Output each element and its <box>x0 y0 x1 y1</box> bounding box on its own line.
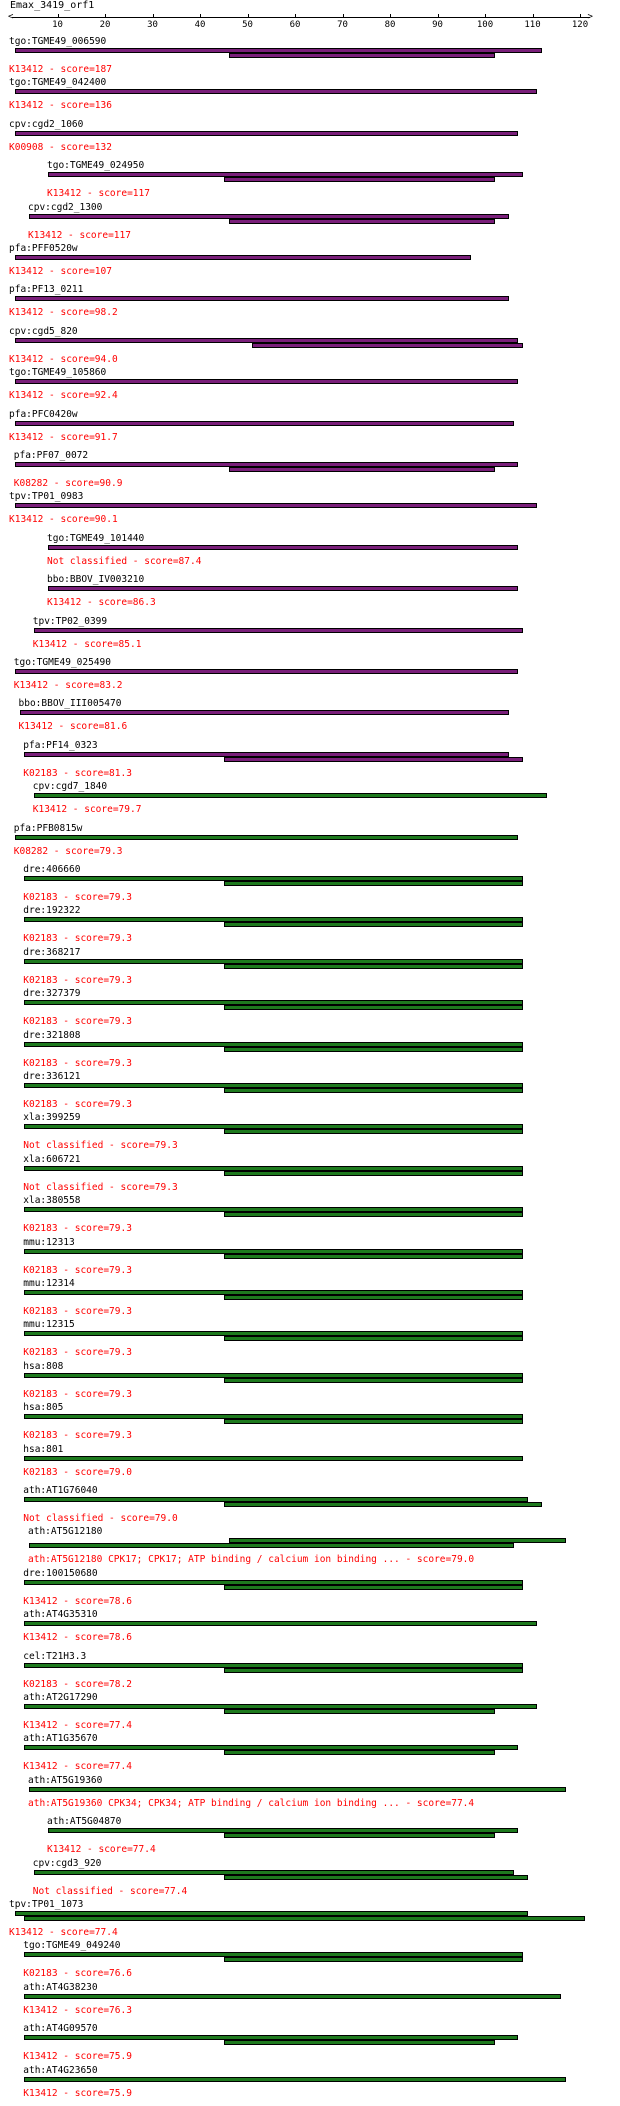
hit-label-link[interactable]: K13412 - score=117 <box>47 188 150 200</box>
alignment-bar[interactable] <box>224 1212 523 1217</box>
ruler-line <box>12 17 590 18</box>
hit-name: pfa:PFB0815w <box>13 822 83 834</box>
hit-row <box>0 1733 620 1774</box>
alignment-bar[interactable] <box>229 219 495 224</box>
hit-label-link[interactable]: K02183 - score=79.3 <box>23 1057 132 1069</box>
ruler-tick-label: 100 <box>476 20 494 30</box>
hit-name: ath:AT4G35310 <box>23 1609 98 1621</box>
hit-row <box>0 1816 620 1857</box>
alignment-bar[interactable] <box>15 421 514 426</box>
hit-row <box>0 574 620 615</box>
hit-label-link[interactable]: K08282 - score=90.9 <box>13 478 123 489</box>
ruler-tick <box>58 14 59 18</box>
hit-label-link[interactable]: K02183 - score=79.3 <box>23 892 132 903</box>
hit-label-link[interactable]: K02183 - score=79.3 <box>23 1388 132 1400</box>
hit-name: cel:T21H3.3 <box>23 1650 87 1662</box>
hit-label-link[interactable]: K13412 - score=91.7 <box>9 431 118 443</box>
hit-name: ath:AT4G23650 <box>23 2064 98 2076</box>
hit-name: dre:327379 <box>23 988 81 1000</box>
alignment-bar[interactable] <box>24 1456 523 1461</box>
hit-label-link[interactable]: Not classified - score=77.4 <box>32 1885 188 1897</box>
hit-row <box>0 77 620 118</box>
hit-label-link[interactable]: K13412 - score=75.9 <box>23 2087 132 2099</box>
hit-label-link[interactable]: K13412 - score=90.1 <box>9 514 118 526</box>
alignment-bar[interactable] <box>15 89 538 94</box>
hit-label-link[interactable]: K00908 - score=132 <box>9 141 112 153</box>
alignment-bar[interactable] <box>224 1875 528 1880</box>
alignment-bar[interactable] <box>224 1005 523 1010</box>
hit-label-link[interactable]: K13412 - score=86.3 <box>47 597 156 609</box>
hit-label-link[interactable]: K02183 - score=79.3 <box>23 1099 132 1110</box>
hit-row <box>0 1030 620 1071</box>
hit-name: pfa:PF07_0072 <box>13 450 89 461</box>
hit-row <box>0 1361 620 1402</box>
hit-row <box>0 1899 620 1940</box>
hit-label-link[interactable]: K13412 - score=77.4 <box>23 1761 132 1773</box>
hit-name: dre:406660 <box>23 864 81 875</box>
hit-row <box>0 2065 620 2106</box>
hit-label-link[interactable]: K02183 - score=79.3 <box>23 1016 132 1028</box>
hit-row <box>0 326 620 367</box>
alignment-bar[interactable] <box>224 1585 523 1590</box>
alignment-bar[interactable] <box>224 1171 523 1176</box>
hit-name: dre:321808 <box>23 1029 81 1041</box>
hit-row <box>0 409 620 450</box>
hit-row <box>0 1444 620 1485</box>
hit-name: ath:AT1G35670 <box>23 1733 98 1745</box>
ruler-tick <box>438 14 439 18</box>
hit-label-link[interactable]: K13412 - score=83.2 <box>13 680 123 691</box>
hit-name: xla:606721 <box>23 1153 81 1165</box>
hit-name: dre:100150680 <box>23 1567 98 1579</box>
hit-label-link[interactable]: K02183 - score=79.3 <box>23 1306 132 1317</box>
hit-row <box>0 1692 620 1733</box>
alignment-bar[interactable] <box>15 296 509 301</box>
hit-row <box>0 864 620 905</box>
hit-name: ath:AT5G12180 <box>28 1526 103 1538</box>
hit-name: ath:AT4G38230 <box>23 1981 98 1993</box>
ruler-tick <box>248 14 249 18</box>
alignment-bar[interactable] <box>224 1336 523 1341</box>
hit-name: dre:368217 <box>23 946 81 958</box>
hit-name: tgo:TGME49_024950 <box>47 160 145 172</box>
hit-name: hsa:801 <box>23 1443 64 1455</box>
alignment-bar[interactable] <box>20 710 509 715</box>
hit-label-link[interactable]: K13412 - score=85.1 <box>32 638 142 650</box>
hit-label-link[interactable]: K02183 - score=79.3 <box>23 1264 132 1276</box>
hit-name: cpv:cgd7_1840 <box>32 781 108 793</box>
hit-name: tpv:TP01_1073 <box>9 1899 84 1910</box>
alignment-bar[interactable] <box>24 1994 561 1999</box>
hit-name: tpv:TP01_0983 <box>9 491 84 503</box>
hit-name: ath:AT5G04870 <box>47 1816 122 1828</box>
alignment-bar[interactable] <box>34 793 547 798</box>
hit-label-link[interactable]: Not classified - score=87.4 <box>47 555 202 567</box>
hit-name: hsa:808 <box>23 1360 64 1372</box>
hit-label-link[interactable]: K02183 - score=81.3 <box>23 767 132 779</box>
alignment-bar[interactable] <box>224 1419 523 1424</box>
hit-row <box>0 1402 620 1443</box>
ruler-tick-label: 90 <box>432 20 443 30</box>
alignment-bar[interactable] <box>224 1750 495 1755</box>
hit-label-link[interactable]: Not classified - score=79.3 <box>23 1140 178 1152</box>
hit-row <box>0 36 620 77</box>
hit-label-link[interactable]: K02183 - score=79.3 <box>23 1347 132 1359</box>
alignment-bar[interactable] <box>224 1295 523 1300</box>
hit-label-link[interactable]: ath:AT5G19360 CPK34; CPK34; ATP binding / calcium ion binding ... - score=77.4 <box>28 1797 475 1809</box>
alignment-bar[interactable] <box>48 586 518 591</box>
hit-name: pfa:PFF0520w <box>9 243 78 254</box>
hit-row <box>0 2023 620 2064</box>
hit-name: ath:AT1G76040 <box>23 1485 98 1496</box>
alignment-bar[interactable] <box>229 53 495 58</box>
hit-label-link[interactable]: K13412 - score=78.6 <box>23 1632 132 1644</box>
hit-row <box>0 1195 620 1236</box>
hit-label-link[interactable]: K13412 - score=78.6 <box>23 1595 132 1607</box>
hit-label-link[interactable]: K13412 - score=77.4 <box>47 1844 156 1856</box>
hit-row <box>0 740 620 781</box>
hit-row <box>0 1278 620 1319</box>
hit-label-link[interactable]: K13412 - score=75.9 <box>23 2051 132 2063</box>
hit-row <box>0 1568 620 1609</box>
hit-label-link[interactable]: K13412 - score=98.2 <box>9 307 118 319</box>
hit-name: tgo:TGME49_042400 <box>9 77 107 89</box>
hit-row <box>0 698 620 739</box>
alignment-bar[interactable] <box>15 131 519 136</box>
hit-row <box>0 1526 620 1567</box>
hit-row <box>0 243 620 284</box>
ruler-tick-label: 120 <box>571 20 589 30</box>
hit-label-link[interactable]: K13412 - score=187 <box>9 64 112 75</box>
alignment-bar[interactable] <box>29 1787 566 1792</box>
hit-name: mmu:12313 <box>23 1236 75 1248</box>
ruler-tick-label: 40 <box>194 20 206 30</box>
ruler-tick <box>343 14 344 18</box>
alignment-bar[interactable] <box>48 545 518 550</box>
hit-name: ath:AT2G17290 <box>23 1692 98 1703</box>
hit-name: pfa:PF14_0323 <box>23 739 98 751</box>
hit-label-link[interactable]: K13412 - score=92.4 <box>9 390 118 402</box>
hit-name: pfa:PF13_0211 <box>9 284 84 296</box>
hit-label-link[interactable]: ath:AT5G12180 CPK17; CPK17; ATP binding / calcium ion binding ... - score=79.0 <box>28 1554 475 1566</box>
hit-row <box>0 781 620 822</box>
alignment-bar[interactable] <box>24 1916 585 1921</box>
hit-name: cpv:cgd2_1060 <box>9 118 84 130</box>
hit-label-link[interactable]: K02183 - score=79.3 <box>23 933 132 945</box>
hit-row <box>0 1319 620 1360</box>
hit-label-link[interactable]: K13412 - score=77.4 <box>23 1720 132 1731</box>
ruler-tick <box>200 14 201 18</box>
hit-label-link[interactable]: K02183 - score=76.6 <box>23 1968 132 1980</box>
hit-label-link[interactable]: Not classified - score=79.3 <box>23 1181 178 1193</box>
ruler-arrow-left-icon: < <box>8 12 14 22</box>
ruler-tick-label: 30 <box>147 20 158 30</box>
alignment-bar[interactable] <box>224 1668 523 1673</box>
alignment-bar[interactable] <box>224 757 523 762</box>
alignment-bar[interactable] <box>224 1833 495 1838</box>
hit-row <box>0 202 620 243</box>
alignment-bar[interactable] <box>229 467 495 472</box>
ruler-tick-label: 80 <box>384 20 396 30</box>
hit-label-link[interactable]: K13412 - score=77.4 <box>9 1927 118 1938</box>
hit-row <box>0 1071 620 1112</box>
alignment-bar[interactable] <box>224 964 523 969</box>
hit-row <box>0 1775 620 1816</box>
hit-name: cpv:cgd3_920 <box>32 1857 102 1869</box>
alignment-bar[interactable] <box>224 2040 495 2045</box>
hit-label-link[interactable]: K02183 - score=79.3 <box>23 974 132 986</box>
hit-label-link[interactable]: K02183 - score=79.3 <box>23 1430 132 1442</box>
hit-name: mmu:12314 <box>23 1278 75 1289</box>
hit-label-link[interactable]: K02183 - score=79.0 <box>23 1466 132 1478</box>
hit-row <box>0 1154 620 1195</box>
alignment-bar[interactable] <box>224 1254 523 1259</box>
hit-name: xla:380558 <box>23 1195 81 1207</box>
alignment-bar[interactable] <box>224 1502 542 1507</box>
ruler-tick-label: 60 <box>289 20 301 30</box>
hit-label-link[interactable]: Not classified - score=79.0 <box>23 1513 178 1524</box>
hit-name: tgo:TGME49_006590 <box>9 36 107 47</box>
ruler-tick <box>485 14 486 18</box>
ruler-tick-label: 20 <box>99 20 111 30</box>
hit-row <box>0 657 620 698</box>
hit-label-link[interactable]: K13412 - score=136 <box>9 100 112 112</box>
alignment-bar[interactable] <box>15 669 519 674</box>
query-title: Emax_3419_orf1 <box>10 0 95 11</box>
hit-label-link[interactable]: K13412 - score=76.3 <box>23 2004 132 2016</box>
alignment-bar[interactable] <box>224 1129 523 1134</box>
hit-row <box>0 988 620 1029</box>
alignment-bar[interactable] <box>15 503 538 508</box>
alignment-bar[interactable] <box>15 835 519 840</box>
hit-name: dre:336121 <box>23 1071 81 1082</box>
hit-name: hsa:805 <box>23 1402 64 1414</box>
hit-row <box>0 1485 620 1526</box>
hit-label-link[interactable]: K02183 - score=79.3 <box>23 1223 132 1235</box>
alignment-bar[interactable] <box>224 1047 523 1052</box>
hit-row <box>0 1237 620 1278</box>
hit-row <box>0 1858 620 1899</box>
ruler-tick-label: 70 <box>337 20 348 30</box>
alignment-bar[interactable] <box>24 2077 566 2082</box>
hit-name: xla:399259 <box>23 1112 81 1124</box>
hit-label-link[interactable]: K13412 - score=117 <box>28 229 131 241</box>
alignment-bar[interactable] <box>224 177 495 182</box>
alignment-bar[interactable] <box>15 379 519 384</box>
alignment-bar[interactable] <box>224 881 523 886</box>
alignment-bar[interactable] <box>34 628 523 633</box>
hit-name: mmu:12315 <box>23 1319 75 1331</box>
alignment-bar[interactable] <box>224 1088 523 1093</box>
hit-row <box>0 533 620 574</box>
alignment-bar[interactable] <box>224 1378 523 1383</box>
hit-name: dre:192322 <box>23 905 81 917</box>
hit-row <box>0 1112 620 1153</box>
hit-name: tpv:TP02_0399 <box>32 615 108 627</box>
hit-row <box>0 284 620 325</box>
hit-row <box>0 616 620 657</box>
hit-name: tgo:TGME49_105860 <box>9 367 107 379</box>
alignment-bar[interactable] <box>29 1543 514 1548</box>
ruler-tick-label: 10 <box>52 20 63 30</box>
hit-name: ath:AT4G09570 <box>23 2023 98 2035</box>
hit-row <box>0 1651 620 1692</box>
hit-row <box>0 160 620 201</box>
hit-row <box>0 1940 620 1981</box>
hit-name: bbo:BBOV_IV003210 <box>47 574 145 586</box>
hit-name: tgo:TGME49_101440 <box>47 532 145 544</box>
ruler-tick <box>580 14 581 18</box>
alignment-bar[interactable] <box>224 1709 495 1714</box>
hit-row <box>0 491 620 532</box>
hit-row <box>0 450 620 491</box>
ruler-arrow-right-icon: > <box>587 12 593 22</box>
hit-name: tgo:TGME49_025490 <box>13 657 111 668</box>
hit-row <box>0 823 620 864</box>
hit-label-link[interactable]: K13412 - score=94.0 <box>9 353 118 365</box>
hit-row <box>0 367 620 408</box>
ruler-tick <box>105 14 106 18</box>
ruler-tick <box>533 14 534 18</box>
ruler-tick-label: 110 <box>524 20 541 30</box>
hit-name: pfa:PFC0420w <box>9 408 78 420</box>
hit-name: tgo:TGME49_049240 <box>23 1940 121 1952</box>
hit-row <box>0 947 620 988</box>
ruler-tick <box>295 14 296 18</box>
alignment-bar[interactable] <box>24 1621 537 1626</box>
hit-row <box>0 1982 620 2023</box>
ruler-tick-label: 50 <box>242 20 253 30</box>
hit-label-link[interactable]: K02183 - score=78.2 <box>23 1678 132 1690</box>
hit-label-link[interactable]: K08282 - score=79.3 <box>13 845 123 857</box>
hit-name: bbo:BBOV_III005470 <box>18 698 122 710</box>
hit-label-link[interactable]: K13412 - score=107 <box>9 266 112 277</box>
hit-row <box>0 905 620 946</box>
hit-name: cpv:cgd2_1300 <box>28 201 103 213</box>
hit-name: ath:AT5G19360 <box>28 1774 103 1786</box>
alignment-bar[interactable] <box>252 343 523 348</box>
hit-name: cpv:cgd5_820 <box>9 325 78 337</box>
hit-row <box>0 1609 620 1650</box>
ruler-tick <box>390 14 391 18</box>
ruler-tick <box>153 14 154 18</box>
hit-row <box>0 119 620 160</box>
hit-label-link[interactable]: K13412 - score=81.6 <box>18 721 128 733</box>
alignment-bar[interactable] <box>224 922 523 927</box>
alignment-bar[interactable] <box>15 255 471 260</box>
hit-label-link[interactable]: K13412 - score=79.7 <box>32 804 142 816</box>
alignment-bar[interactable] <box>224 1957 523 1962</box>
